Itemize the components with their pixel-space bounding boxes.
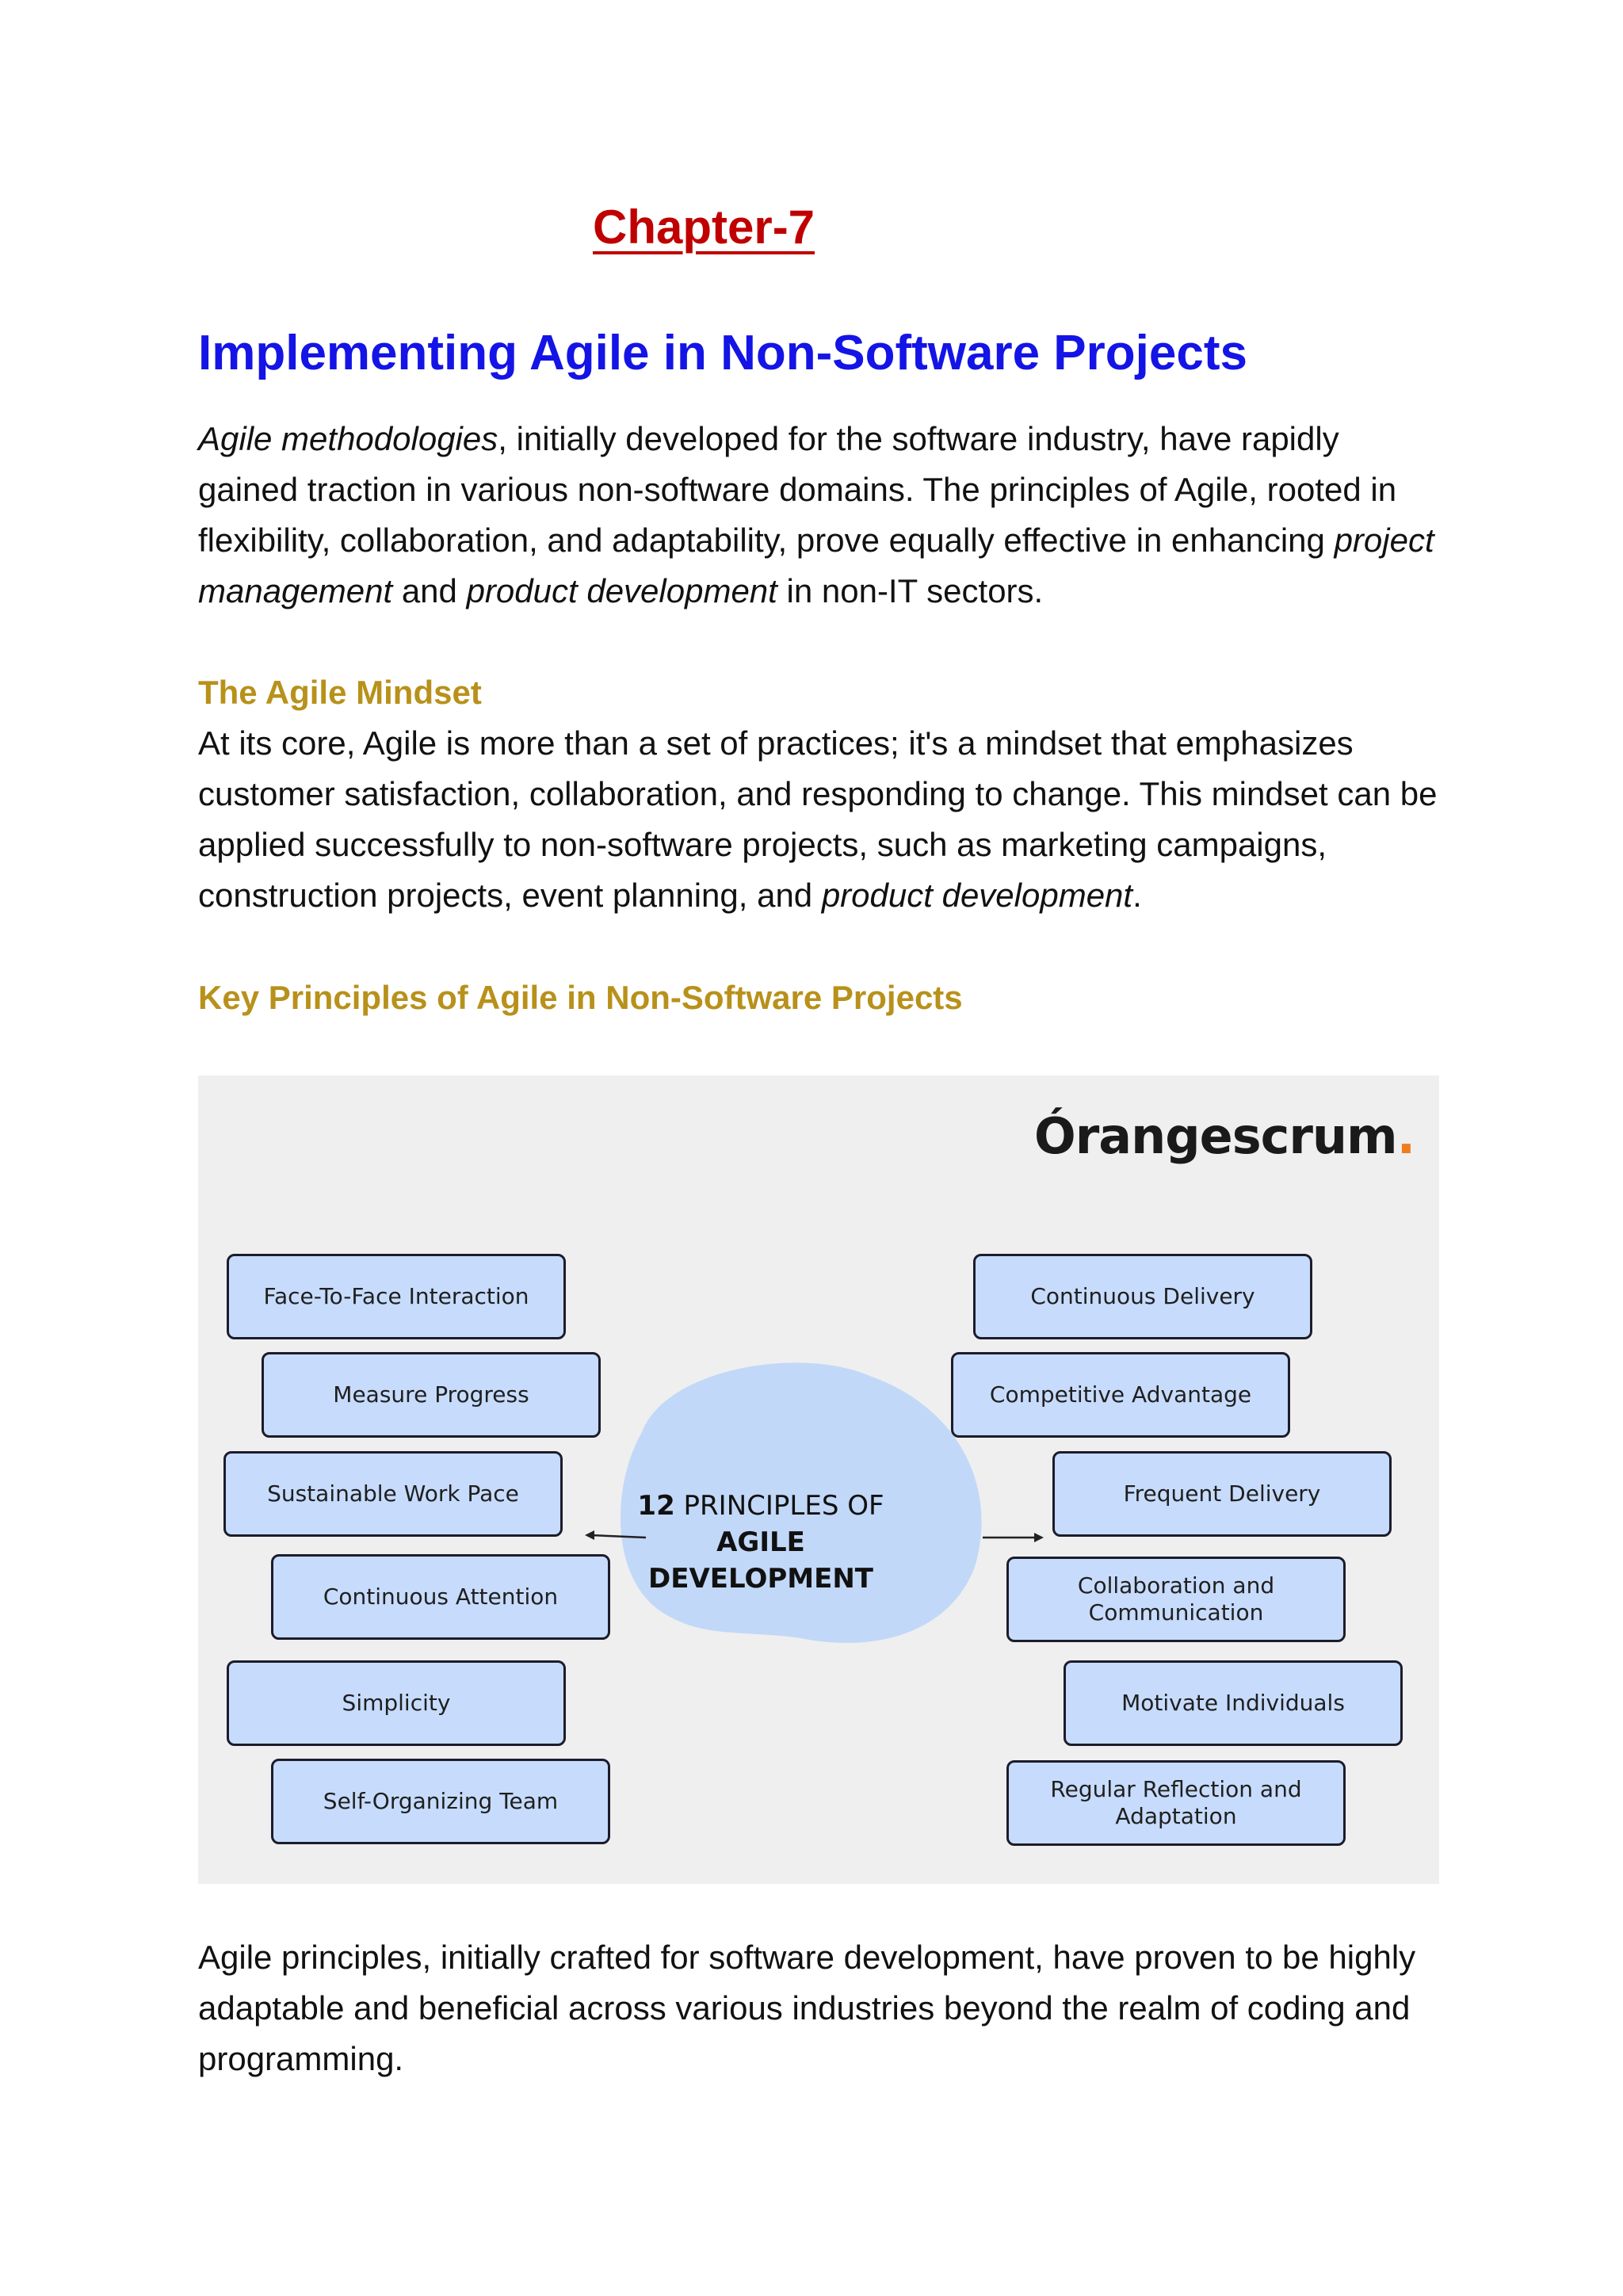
right-arrow <box>983 1533 1044 1542</box>
closing-paragraph: Agile principles, initially crafted for software development, have proven to be highly adaptable and beneficial across various industries beyond the realm of coding and programming. <box>198 1939 1416 2077</box>
key-principles-heading: Key Principles of Agile in Non-Software Projects <box>198 979 963 1016</box>
principle-face-to-face-interaction: Face-To-Face Interaction <box>227 1254 566 1339</box>
agile-mindset-heading: The Agile Mindset <box>198 674 482 711</box>
principle-measure-progress: Measure Progress <box>262 1352 601 1438</box>
center-line-1-rest: PRINCIPLES OF <box>674 1490 884 1522</box>
mindset-text-1: At its core, Agile is more than a set of practices; it's a mindset that emphasizes customer satisfaction, collaboration, and responding to change. This mindset can be applied successfully to non-software projects, such as marketing campaigns, construction projects, event planning, and <box>198 724 1438 914</box>
principle-motivate-individuals: Motivate Individuals <box>1064 1660 1403 1746</box>
principle-competitive-advantage: Competitive Advantage <box>951 1352 1290 1438</box>
logo-text: Órangescrum <box>1034 1107 1397 1165</box>
principle-self-organizing-team: Self-Organizing Team <box>271 1759 610 1844</box>
intro-paragraph <box>198 414 1442 617</box>
page-title: Implementing Agile in Non-Software Projects <box>198 326 1247 380</box>
principle-continuous-delivery: Continuous Delivery <box>973 1254 1312 1339</box>
center-number: 12 <box>637 1490 675 1522</box>
chapter-label: Chapter-7 <box>593 201 815 254</box>
diagram-center-label <box>594 1488 927 1597</box>
principle-collaboration-and-communication: Collaboration and Communication <box>1006 1557 1346 1642</box>
intro-emphasis-project-management: project management <box>198 521 1434 609</box>
intro-text-2: and <box>392 572 467 609</box>
agile-mindset-paragraph <box>198 718 1442 921</box>
principle-simplicity: Simplicity <box>227 1660 566 1746</box>
logo-dot: . <box>1396 1107 1415 1165</box>
principle-frequent-delivery: Frequent Delivery <box>1052 1451 1392 1537</box>
intro-emphasis-product-development: product development <box>466 572 777 609</box>
center-line-2: AGILE <box>716 1526 805 1558</box>
intro-text-1: , initially developed for the software industry, have rapidly gained traction in various non-software domains. The principles of Agile, rooted in flexibility, collaboration, and adaptability, prove equally effective in enhancing <box>198 420 1397 559</box>
intro-emphasis-agile-methodologies: Agile methodologies <box>198 420 498 457</box>
orangescrum-logo <box>1034 1107 1415 1165</box>
mindset-emphasis-product-development: product development <box>821 877 1133 914</box>
principle-continuous-attention: Continuous Attention <box>271 1554 610 1640</box>
center-line-1 <box>594 1488 927 1524</box>
agile-principles-diagram <box>198 1075 1439 1884</box>
mindset-text-2: . <box>1132 877 1142 914</box>
principle-sustainable-work-pace: Sustainable Work Pace <box>223 1451 563 1537</box>
center-line-3: DEVELOPMENT <box>648 1563 873 1595</box>
principle-regular-reflection-and-adaptation: Regular Reflection and Adaptation <box>1006 1760 1346 1846</box>
intro-text-3: in non-IT sectors. <box>777 572 1044 609</box>
